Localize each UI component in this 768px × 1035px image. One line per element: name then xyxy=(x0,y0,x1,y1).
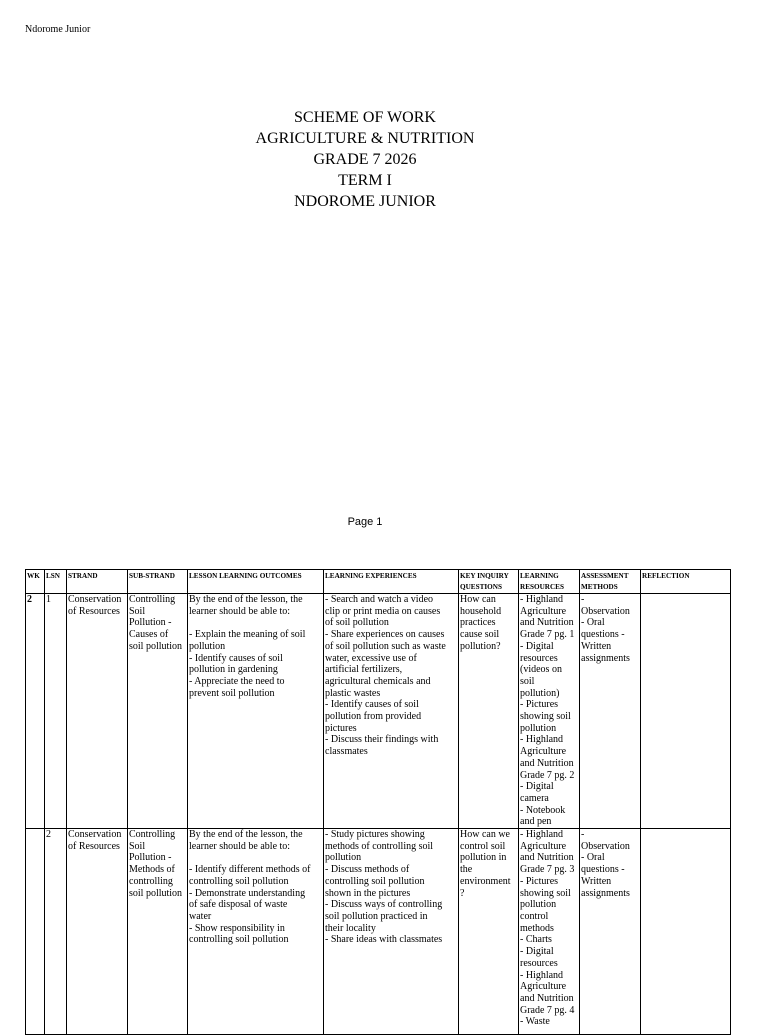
cell-line: (videos on xyxy=(520,664,562,676)
cell-line: Methods of xyxy=(129,864,175,876)
cell-line: their locality xyxy=(325,922,376,934)
cell-line: environment xyxy=(460,875,511,887)
cell-line: Written xyxy=(581,640,612,652)
cell-line: shown in the pictures xyxy=(325,887,411,899)
page-number: Page 1 xyxy=(347,516,383,528)
cell-line: soil pollution practiced in xyxy=(325,910,428,922)
cell-line: SUB-STRAND xyxy=(129,572,175,580)
cell-line: Grade 7 pg. 4 xyxy=(520,1004,575,1016)
cell-line: - Identify causes of soil xyxy=(325,699,419,711)
cell-line: How can xyxy=(460,594,496,605)
cell-line xyxy=(189,617,322,629)
cell-line: methods of controlling soil xyxy=(325,840,434,852)
cell-line: Observation xyxy=(581,605,630,617)
cell-line: Grade 7 pg. 1 xyxy=(520,629,575,641)
cell-line: Written xyxy=(581,875,612,887)
cell-line: methods xyxy=(520,922,554,934)
cell-reflection xyxy=(641,829,731,1035)
cell-line: of Resources xyxy=(68,605,120,617)
cell-line: - Oral xyxy=(581,617,605,629)
cell-line: camera xyxy=(520,792,549,804)
title-line: SCHEME OF WORK xyxy=(294,109,436,126)
cell-assessment xyxy=(580,594,641,829)
cell-line: Causes of xyxy=(129,629,169,641)
cell-line: soil pollution xyxy=(129,887,183,899)
cell-outcomes xyxy=(188,594,324,829)
cell-line: and Nutrition xyxy=(520,617,574,629)
cell-line: and pen xyxy=(520,816,552,828)
cell-line: Controlling xyxy=(129,829,176,841)
cell-line: controlling soil pollution xyxy=(325,875,425,887)
cell-line: Conservation xyxy=(68,594,122,605)
cell-line: of soil pollution such as waste xyxy=(325,640,446,652)
cell-line: - Highland xyxy=(520,829,564,841)
cell-line: of safe disposal of waste xyxy=(189,899,288,911)
cell-line: How can we xyxy=(460,829,510,841)
cell-line: pollution in gardening xyxy=(189,664,278,676)
cell-line: Observation xyxy=(581,840,630,852)
cell-line: Pollution - xyxy=(129,852,172,864)
title-line: AGRICULTURE & NUTRITION xyxy=(255,130,475,147)
cell-line: REFLECTION xyxy=(642,572,690,580)
cell-line: showing soil xyxy=(520,887,571,899)
cell-line: - Charts xyxy=(520,934,552,946)
title-line: TERM I xyxy=(338,172,392,189)
header-reflection xyxy=(641,570,731,594)
cell-line: By the end of the lesson, the xyxy=(189,594,303,605)
cell-line: clip or print media on causes xyxy=(325,605,441,617)
cell-line: control xyxy=(520,910,549,922)
cell-line: water, excessive use of xyxy=(325,652,417,664)
cell-line: QUESTIONS xyxy=(460,583,502,591)
cell-line: and Nutrition xyxy=(520,992,574,1004)
cell-line: - Pictures xyxy=(520,699,559,711)
header-experiences xyxy=(324,570,459,594)
document-header: Ndorome Junior xyxy=(25,24,91,35)
cell-line: - Highland xyxy=(520,734,564,746)
cell-line: prevent soil pollution xyxy=(189,687,275,699)
cell-line: METHODS xyxy=(581,583,618,591)
cell-line: Soil xyxy=(129,605,146,617)
cell-questions xyxy=(459,594,519,829)
cell-line: - Demonstrate understanding xyxy=(189,887,306,899)
cell-line: pollution xyxy=(189,640,226,652)
cell-line: ? xyxy=(460,887,465,899)
cell-line: pictures xyxy=(325,722,357,734)
cell-line: pollution xyxy=(520,722,557,734)
cell-line: pollution from provided xyxy=(325,711,422,723)
cell-line: - Share experiences on causes xyxy=(325,629,445,641)
cell-questions xyxy=(459,829,519,1035)
cell-line: Conservation xyxy=(68,829,122,841)
cell-line: resources xyxy=(520,957,558,969)
cell-lsn: 1 xyxy=(45,594,67,829)
cell-line: - Discuss methods of xyxy=(325,864,410,876)
header-key-inquiry-questions xyxy=(459,570,519,594)
cell-line: cause soil xyxy=(460,629,500,641)
cell-line: - Share ideas with classmates xyxy=(325,934,443,946)
cell-lsn: 2 xyxy=(45,829,67,1035)
cell-line: - Identify different methods of xyxy=(189,864,311,876)
cell-line: Controlling xyxy=(129,594,176,605)
cell-line: agricultural chemicals and xyxy=(325,675,431,687)
cell-line: practices xyxy=(460,617,496,629)
cell-sub-strand xyxy=(128,829,188,1035)
header-learning-resources xyxy=(519,570,580,594)
cell-line: - Study pictures showing xyxy=(325,829,425,841)
cell-line: water xyxy=(189,910,212,922)
title-line: NDOROME JUNIOR xyxy=(294,193,436,210)
header-wk xyxy=(26,570,45,594)
cell-experiences xyxy=(324,594,459,829)
cell-line: - xyxy=(581,829,585,841)
cell-line: - Highland xyxy=(520,969,564,981)
scheme-of-work-table xyxy=(25,569,731,1035)
cell-reflection xyxy=(641,594,731,829)
cell-outcomes xyxy=(188,829,324,1035)
cell-line: artificial fertilizers, xyxy=(325,664,403,676)
cell-line: soil xyxy=(520,675,535,687)
cell-line: - Digital xyxy=(520,946,554,958)
title-line: GRADE 7 2026 xyxy=(313,151,417,168)
cell-line: of soil pollution xyxy=(325,617,389,629)
header-outcomes xyxy=(188,570,324,594)
cell-line: controlling soil pollution xyxy=(189,875,289,887)
table-row xyxy=(26,594,731,829)
cell-line: learner should be able to: xyxy=(189,605,291,617)
cell-line: questions - xyxy=(581,864,625,876)
cell-resources xyxy=(519,594,580,829)
header-assessment-methods xyxy=(580,570,641,594)
cell-line: showing soil xyxy=(520,711,571,723)
cell-line: questions - xyxy=(581,629,625,641)
document-title xyxy=(0,107,730,212)
cell-line: KEY INQUIRY xyxy=(460,572,509,580)
cell-line: soil pollution xyxy=(129,640,183,652)
cell-line: - xyxy=(581,594,585,605)
cell-line: pollution xyxy=(325,852,362,864)
cell-line: - Identify causes of soil xyxy=(189,652,283,664)
cell-line: - Waste xyxy=(520,1016,550,1028)
cell-line: - Pictures xyxy=(520,875,559,887)
cell-line: - Appreciate the need to xyxy=(189,675,285,687)
header-sub-strand xyxy=(128,570,188,594)
cell-assessment xyxy=(580,829,641,1035)
cell-line: - Digital xyxy=(520,640,554,652)
cell-line: Pollution - xyxy=(129,617,172,629)
cell-line: and Nutrition xyxy=(520,757,574,769)
cell-line: the xyxy=(460,864,473,876)
cell-line: LEARNING EXPERIENCES xyxy=(325,572,417,580)
cell-line: - Digital xyxy=(520,781,554,793)
cell-experiences xyxy=(324,829,459,1035)
cell-line: assignments xyxy=(581,652,630,664)
cell-line: and Nutrition xyxy=(520,852,574,864)
cell-sub-strand xyxy=(128,594,188,829)
cell-line: classmates xyxy=(325,746,368,758)
cell-line: resources xyxy=(520,652,558,664)
cell-line: By the end of the lesson, the xyxy=(189,829,303,841)
cell-line: - Oral xyxy=(581,852,605,864)
cell-line: - Notebook xyxy=(520,804,566,816)
cell-line: RESOURCES xyxy=(520,583,564,591)
table-header-row xyxy=(26,570,731,594)
cell-line: LEARNING xyxy=(520,572,559,580)
cell-line: Agriculture xyxy=(520,981,567,993)
cell-line: LESSON LEARNING OUTCOMES xyxy=(189,572,302,580)
cell-wk: 2 xyxy=(26,594,45,829)
cell-line: control soil xyxy=(460,840,506,852)
cell-line: STRAND xyxy=(68,572,98,580)
cell-line: Agriculture xyxy=(520,746,567,758)
cell-line: pollution in xyxy=(460,852,507,864)
cell-line: pollution) xyxy=(520,687,560,699)
cell-line: assignments xyxy=(581,887,630,899)
cell-line: - Show responsibility in xyxy=(189,922,285,934)
cell-line: Grade 7 pg. 3 xyxy=(520,864,575,876)
cell-line: Agriculture xyxy=(520,840,567,852)
cell-line: Grade 7 pg. 2 xyxy=(520,769,575,781)
cell-line: household xyxy=(460,605,502,617)
cell-line: - Search and watch a video xyxy=(325,594,434,605)
header-lsn xyxy=(45,570,67,594)
cell-line: - Discuss their findings with xyxy=(325,734,439,746)
cell-line: plastic wastes xyxy=(325,687,381,699)
cell-line: Soil xyxy=(129,840,146,852)
cell-line xyxy=(189,852,322,864)
cell-strand xyxy=(67,829,128,1035)
cell-line: of Resources xyxy=(68,840,120,852)
cell-line: - Explain the meaning of soil xyxy=(189,629,306,641)
cell-line: - Highland xyxy=(520,594,564,605)
cell-line: ASSESSMENT xyxy=(581,572,629,580)
cell-line: WK xyxy=(27,572,40,580)
cell-line: LSN xyxy=(46,572,60,580)
cell-line: controlling xyxy=(129,875,173,887)
cell-line: Agriculture xyxy=(520,605,567,617)
cell-line: learner should be able to: xyxy=(189,840,291,852)
cell-line: pollution xyxy=(520,899,557,911)
cell-wk xyxy=(26,829,45,1035)
cell-line: controlling soil pollution xyxy=(189,934,289,946)
table-row xyxy=(26,829,731,1035)
cell-line: pollution? xyxy=(460,640,501,652)
cell-line: - Discuss ways of controlling xyxy=(325,899,443,911)
cell-strand xyxy=(67,594,128,829)
cell-resources xyxy=(519,829,580,1035)
header-strand xyxy=(67,570,128,594)
